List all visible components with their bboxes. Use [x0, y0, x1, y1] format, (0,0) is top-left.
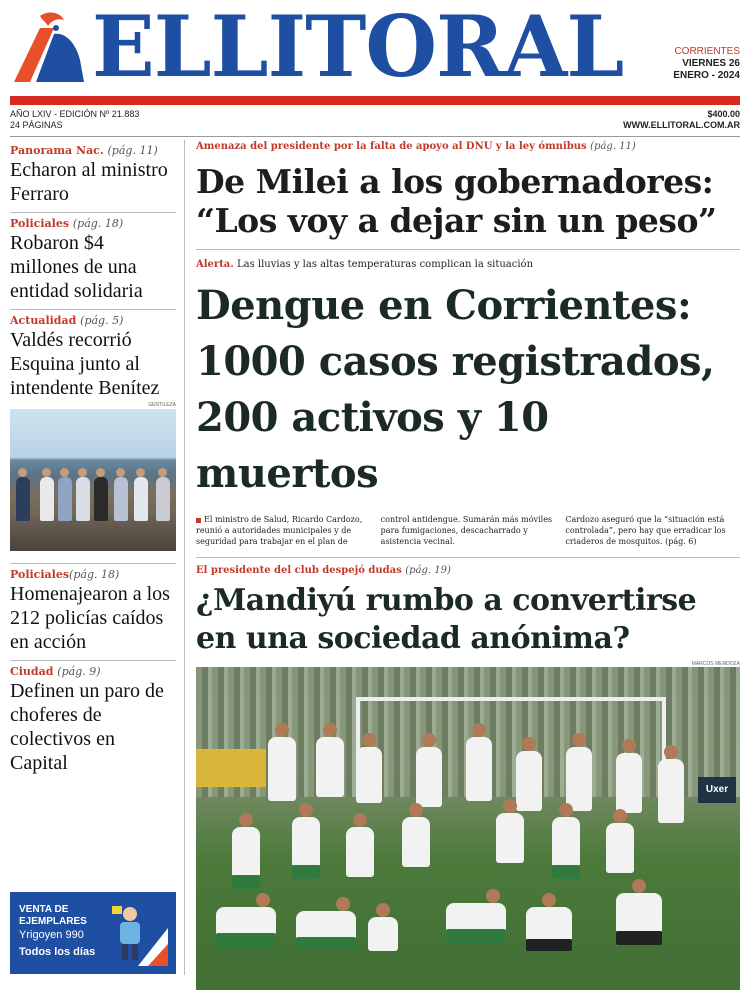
ad-address: Yrigoyen 990 — [19, 929, 84, 941]
section-label: Policiales — [10, 217, 70, 230]
sidebar-headline: Robaron $4 millones de una entidad solidaria — [10, 232, 143, 302]
page-ref: (pág. 11) — [107, 144, 158, 157]
section-label: Panorama Nac. — [10, 144, 104, 157]
edition-city: CORRIENTES — [674, 46, 740, 57]
masthead-red-bar — [10, 96, 740, 105]
alert-tag: Alerta. — [196, 259, 234, 270]
sidebar-headline: Echaron al ministro Ferraro — [10, 159, 168, 205]
sidebar — [10, 140, 176, 781]
section-label: Policiales — [10, 568, 70, 581]
page-ref: (pág. 9) — [57, 665, 101, 678]
divider — [10, 136, 740, 137]
column-divider — [184, 140, 185, 975]
body-text: control antidengue. Sumarán más móviles para fumigaciones, descacharrado y asistencia vecinal. — [380, 515, 553, 546]
story-kicker: El presidente del club despejó dudas — [196, 565, 402, 576]
sidebar-story[interactable] — [10, 661, 176, 781]
edition-number: AÑO LXIV - EDICIÓN Nº 21.883 — [10, 109, 140, 119]
ad-line: VENTA DE — [19, 904, 69, 915]
lead-headline: De Milei a los gobernadores: “Los voy a dejar sin un peso” — [196, 162, 717, 240]
dengue-headline: Dengue en Corrientes: 1000 casos registrados, 200 activos y 10 muertos — [196, 282, 715, 497]
newspaper-title: ELLITORAL — [92, 0, 624, 96]
ad-line: EJEMPLARES — [19, 916, 87, 927]
ad-days: Todos los días — [19, 946, 96, 958]
sidebar-story[interactable] — [10, 213, 176, 310]
edition-day: VIERNES 26 — [682, 58, 740, 69]
edition-month-year: ENERO - 2024 — [673, 70, 740, 81]
sidebar-headline: Definen un paro de choferes de colectivos en Capital — [10, 680, 164, 774]
sponsor-banner: Uxer — [698, 777, 736, 803]
lead-story[interactable] — [196, 140, 740, 240]
page-ref: (pág. 5) — [80, 314, 124, 327]
sidebar-photo[interactable] — [10, 409, 176, 551]
body-text: Cardozo aseguró que la “situación está controlada”, pero hay que erradicar los criaderos de mosquitos. (pág. 6) — [565, 515, 726, 546]
sidebar-story[interactable] — [10, 563, 176, 661]
sidebar-headline: Homenajearon a los 212 policías caídos en acción — [10, 583, 170, 653]
dengue-story[interactable] — [196, 250, 740, 547]
rooster-logo-icon — [10, 8, 88, 86]
mandiyu-headline: ¿Mandiyú rumbo a convertirse en una sociedad anónima? — [196, 583, 697, 656]
sales-ad-box[interactable] — [10, 892, 176, 974]
team-celebration-photo[interactable] — [196, 667, 740, 990]
page-ref: (pág. 18) — [69, 568, 120, 581]
alert-text: Las lluvias y las altas temperaturas complican la situación — [236, 259, 534, 270]
date-block — [673, 46, 740, 82]
website-link[interactable]: WWW.ELLITORAL.COM.AR — [623, 120, 740, 130]
sidebar-headline: Valdés recorrió Esquina junto al intendente Benítez — [10, 329, 160, 399]
mandiyu-story[interactable] — [196, 558, 740, 990]
sidebar-story[interactable] — [10, 310, 176, 557]
page-ref: (pág. 19) — [405, 565, 451, 576]
photo-credit: GENTILEZA — [148, 402, 176, 408]
masthead — [0, 0, 750, 100]
body-text: El ministro de Salud, Ricardo Cardozo, reunió a autoridades municipales y de seguridad para trabajar en el plan de — [196, 515, 363, 546]
page-ref: (pág. 18) — [72, 217, 124, 230]
photo-credit: MARCOS MENDOZA — [691, 661, 740, 667]
newspaper-vendor-icon — [108, 900, 168, 966]
page-count: 24 PÁGINAS — [10, 120, 63, 130]
main-column — [196, 140, 740, 990]
story-kicker: Amenaza del presidente por la falta de apoyo al DNU y la ley ómnibus — [196, 141, 587, 152]
sidebar-story[interactable] — [10, 140, 176, 213]
price: $400.00 — [707, 109, 740, 119]
section-label: Actualidad — [10, 314, 77, 327]
page-ref: (pág. 11) — [590, 141, 636, 152]
story-body-columns — [196, 514, 740, 547]
bullet-square-icon — [196, 518, 201, 523]
section-label: Ciudad — [10, 665, 54, 678]
